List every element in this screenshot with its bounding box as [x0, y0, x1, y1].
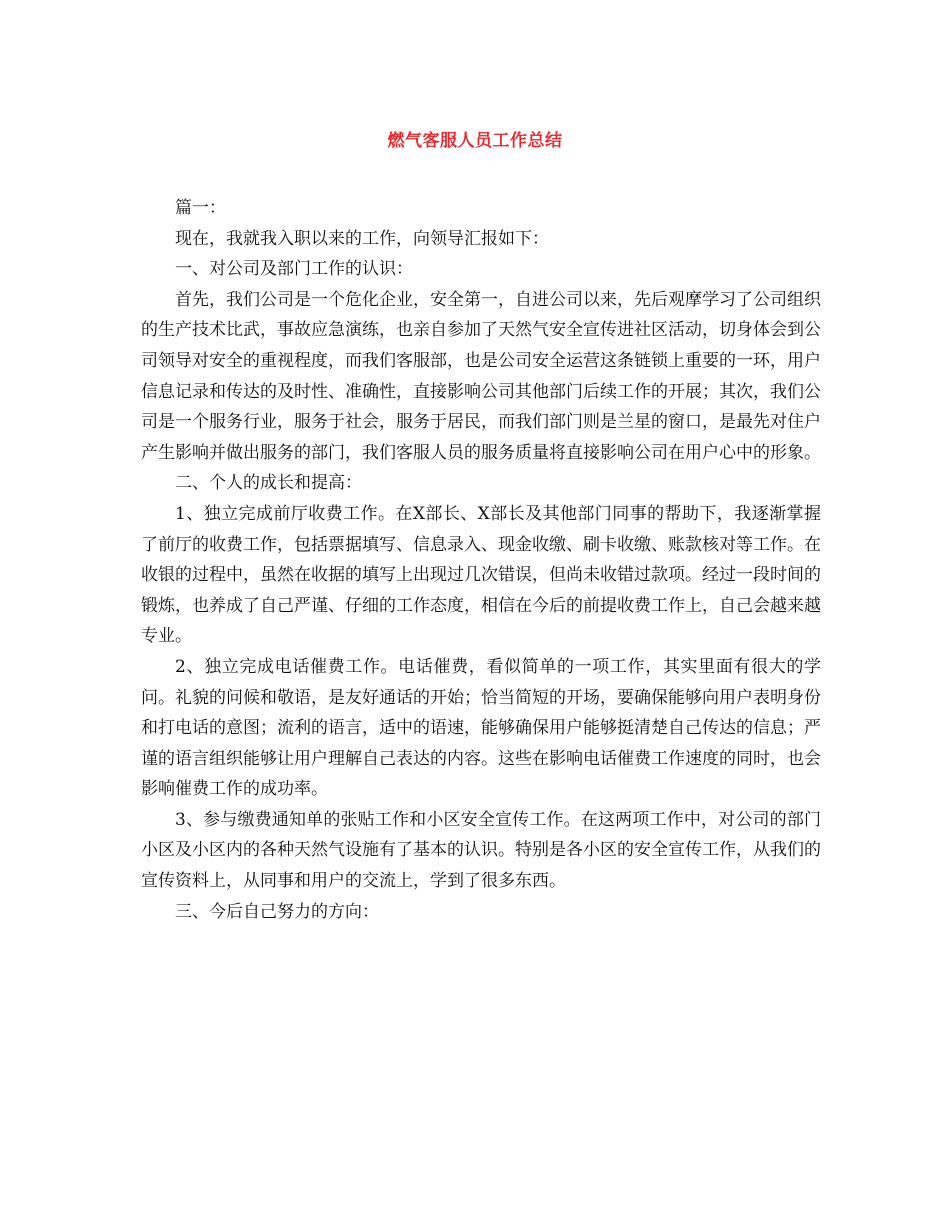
paragraph-item-3: 3、参与缴费通知单的张贴工作和小区安全宣传工作。在这两项工作中，对公司的部门小区及小区内的各种天然气设施有了基本的认识。特别是各小区的安全宣传工作，从我们的宣传资料上，从同事和用户的交流上，学到了很多东西。	[141, 809, 821, 892]
paragraph-company-understanding: 首先，我们公司是一个危化企业，安全第一，自进公司以来，先后观摩学习了公司组织的生产技术比武，事故应急演练，也亲自参加了天然气安全宣传进社区活动，切身体会到公司领导对安全的重视程度，而我们客服部，也是公司安全运营这条链锁上重要的一环，用户信息记录和传达的及时性、准确性，直接影响公司其他部门后续工作的开展；其次，我们公司是一个服务行业，服务于社会，服务于居民，而我们部门则是兰星的窗口，是最先对住户产生影响并做出服务的部门，我们客服人员的服务质量将直接影响公司在用户心中的形象。	[141, 289, 821, 463]
document-title: 燃气客服人员工作总结	[387, 131, 563, 151]
paragraph-section-label: 篇一：	[175, 198, 226, 218]
paragraph-heading-3: 三、今后自己努力的方向：	[175, 901, 379, 922]
paragraph-item-1: 1、独立完成前厅收费工作。在X部长、X部长及其他部门同事的帮助下，我逐渐掌握了前厅的收费工作，包括票据填写、信息录入、现金收缴、刷卡收缴、账款核对等工作。在收银的过程中，虽然在收据的填写上出现过几次错误，但尚未收错过款项。经过一段时间的锻炼，也养成了自己严谨、仔细的工作态度，相信在今后的前提收费工作上，自己会越来越专业。	[141, 503, 821, 647]
document-body	[141, 193, 821, 927]
paragraph-heading-1: 一、对公司及部门工作的认识：	[175, 259, 413, 280]
paragraph-heading-2: 二、个人的成长和提高：	[175, 473, 362, 494]
paragraph-intro: 现在，我就我入职以来的工作，向领导汇报如下：	[175, 228, 549, 249]
paragraph-item-2: 2、独立完成电话催费工作。电话催费，看似简单的一项工作，其实里面有很大的学问。礼貌的问候和敬语，是友好通话的开始；恰当简短的开场，要确保能够向用户表明身份和打电话的意图；流利的语言，适中的语速，能够确保用户能够挺清楚自己传达的信息；严谨的语言组织能够让用户理解自己表达的内容。这些在影响电话催费工作速度的同时，也会影响催费工作的成功率。	[141, 656, 821, 800]
